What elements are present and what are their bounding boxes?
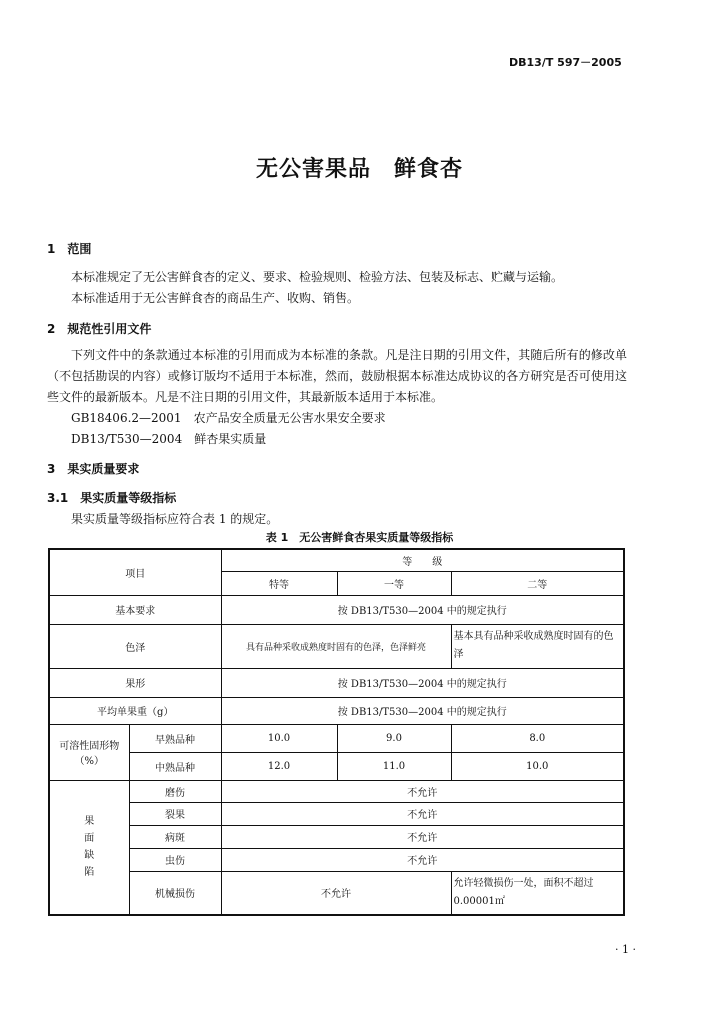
section-2-heading: 2 规范性引用文件 [47,322,152,336]
section-1-heading: 1 范围 [47,242,92,256]
soluble-solids-label-line-1: 可溶性固形物 [59,741,120,752]
abrasion-label: 磨伤 [129,780,221,802]
defects-label-char-4: 陷 [84,867,95,879]
page-number: · 1 · [615,943,636,956]
fruit-surface-defects-label [49,780,129,915]
basic-requirement-value: 按 DB13/T530—2004 中的规定执行 [221,595,624,624]
section-3-1-heading: 3.1 果实质量等级指标 [47,491,177,505]
color-value-top-grades: 具有品种采收成熟度时固有的色泽，色泽鲜亮 [221,624,451,668]
section-3-1-text: 果实质量等级指标应符合表 1 的规定。 [71,512,279,526]
reference-1: GB18406.2—2001 农产品安全质量无公害水果安全要求 [71,411,386,425]
color-label: 色泽 [49,624,221,668]
item-header: 项目 [49,549,221,595]
early-first-value: 9.0 [337,724,451,752]
section-2-paragraph: 下列文件中的条款通过本标准的引用而成为本标准的条款。凡是注日期的引用文件，其随后所有的修改单（不包括勘误的内容）或修订版均不适用于本标准，然而，鼓励根据本标准达成协议的各方研究是否可使用这些文件的最新版本。凡是不注日期的引用文件，其最新版本适用于本标准。 [47,348,627,404]
defects-label-char-1: 果 [84,816,95,828]
quality-grade-table [48,548,625,916]
section-3-heading: 3 果实质量要求 [47,462,140,476]
grade-second: 二等 [451,571,624,595]
mechanical-damage-second-grade: 允许轻微损伤一处，面积不超过 0.00001㎡ [451,871,624,915]
mid-special-value: 12.0 [221,752,337,780]
basic-requirement-label: 基本要求 [49,595,221,624]
weight-value: 按 DB13/T530—2004 中的规定执行 [221,697,624,724]
document-title: 无公害果品 鲜食杏 [255,157,463,182]
shape-value: 按 DB13/T530—2004 中的规定执行 [221,668,624,697]
cracked-fruit-label: 裂果 [129,802,221,825]
color-value-second-grade: 基本具有品种采收成熟度时固有的色泽 [451,624,624,668]
defects-label-char-2: 面 [84,833,95,845]
document-number: DB13/T 597－2005 [509,56,622,69]
early-second-value: 8.0 [451,724,624,752]
grade-special: 特等 [221,571,337,595]
soluble-solids-label-line-2: （%） [74,756,104,767]
abrasion-value: 不允许 [221,780,624,802]
insect-damage-value: 不允许 [221,848,624,871]
section-1-line-2: 本标准适用于无公害鲜食杏的商品生产、收购、销售。 [71,291,360,305]
insect-damage-label: 虫伤 [129,848,221,871]
mid-variety-label: 中熟品种 [129,752,221,780]
section-1-line-1: 本标准规定了无公害鲜食杏的定义、要求、检验规则、检验方法、包装及标志、贮藏与运输。 [71,270,564,284]
shape-label: 果形 [49,668,221,697]
defects-label-char-3: 缺 [84,850,95,862]
reference-2: DB13/T530—2004 鲜杏果实质量 [71,432,267,446]
early-special-value: 10.0 [221,724,337,752]
table-caption: 表 1 无公害鲜食杏果实质量等级指标 [265,531,454,544]
grade-first: 一等 [337,571,451,595]
mechanical-damage-top-grades: 不允许 [221,871,451,915]
disease-spot-value: 不允许 [221,825,624,848]
mid-first-value: 11.0 [337,752,451,780]
mid-second-value: 10.0 [451,752,624,780]
grade-header: 等 级 [221,549,624,571]
mechanical-damage-label: 机械损伤 [129,871,221,915]
disease-spot-label: 病斑 [129,825,221,848]
early-variety-label: 早熟品种 [129,724,221,752]
soluble-solids-label [49,724,129,780]
weight-label: 平均单果重（g） [49,697,221,724]
cracked-fruit-value: 不允许 [221,802,624,825]
